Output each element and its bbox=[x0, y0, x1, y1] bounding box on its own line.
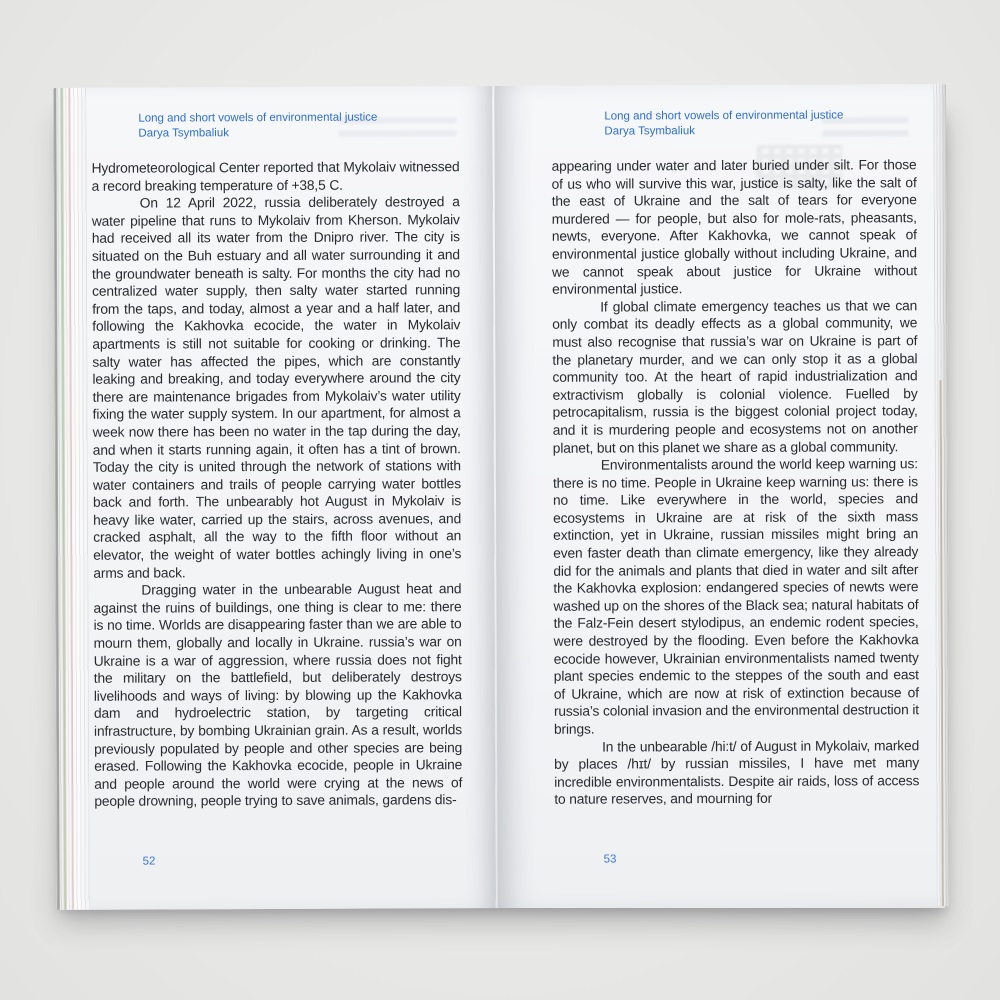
paragraph: Dragging water in the unbearable August heat and against the ruins of buildings, one thing is clear to me: there is no time. Worlds are disappearing faster than we are able to mourn them, globally and locally in Ukraine. russia’s war on Ukraine is a war of aggression, where russia does not fight the military on the battlefield, but deliberately destroys livelihoods and ways of living: by blowing up the Kakhovka dam and hydroelectric station, by targeting critical infrastructure, by bombing Ukrainian grain. As a result, worlds previously populated by people and other species are being erased. Following the Kakhovka ecocide, people in Ukraine and people around the world were crying at the news of people drowning, people trying to save animals, gardens dis- bbox=[93, 581, 463, 810]
page-number-left: 52 bbox=[142, 855, 156, 868]
paragraph: If global climate emergency teaches us that we can only combat its deadly effects as a global community, we must also recognise that russia’s war on Ukraine is part of the planetary murder, and we can only stop it as a global community too. At the heart of rapid industrialization and extractivism globally is colonial violence. Fuelled by petrocapitalism, russia is the biggest colonial project today, and it is murdering people and ecosystems not on another planet, but on this planet we share as a global community. bbox=[552, 297, 918, 456]
paragraph: In the unbearable /hi:t/ of August in Mykolaiv, marked by places /hɪt/ by russian missiles, I have met many incredible environmentalists. Despite air raids, loss of access to nature reserves, and mourning for bbox=[554, 737, 920, 808]
running-header-author: Darya Tsymbaliuk bbox=[604, 124, 695, 138]
page-edge-sliver bbox=[68, 88, 74, 910]
paragraph: Environmentalists around the world keep warning us: there is no time. People in Ukraine keep warning us: there is no time. Like everywhere in the world, species and ecosystems in Ukraine are at risk of the sixth mass extinction, yet in Ukraine, russian missiles might bring an even faster death than climate emergency, like they already did for the animals and plants that died in water and silt after the Kakhovka explosion: endangered species of newts were washed up on the shores of the Black sea; natural habitats of the Falz-Fein desert stylodipus, an endemic rodent species, were destroyed by the flooding. Even before the Kakhovka ecocide however, Ukrainian environmentalists named twenty plant species endemic to the steppes of the south and east of Ukraine, which are now at risk of extinction because of russia’s colonial invasion and the environmental destruction it brings. bbox=[552, 456, 919, 737]
page-left-body bbox=[92, 158, 463, 811]
page-right-body bbox=[552, 156, 920, 809]
paragraph: On 12 April 2022, russia deliberately destroyed a water pipeline that runs to Mykolaiv from Kherson. Mykolaiv had received all its water from the Dnipro river. The city is situated on the Buh estuary and all water surrounding it and the groundwater beneath is salty. For months the city had no centralized water supply, then salty water started running from the taps, and today, almost a year and a half later, and following the Kakhovka ecocide, the water in Mykolaiv apartments is still not suitable for cooking or drinking. The salty water has affected the pipes, which are constantly leaking and breaking, and today everywhere around the city there are maintenance brigades from Mykolaiv’s water utility fixing the water supply system. In our apartment, for almost a week now there has been no water in the tap during the day, and when it starts running again, it often has a tint of brown. Today the city is united through the network of stations with water containers and trails of people carrying water bottles back and forth. The unbearably hot August in Mykolaiv is heavy like water, carried up the stairs, across avenues, and cracked asphalt, all the way to the fifth floor without an elevator, the weight of water bottles achingly living in one’s arms and back. bbox=[91, 194, 462, 581]
page-right bbox=[492, 84, 937, 908]
page-edge-sliver bbox=[939, 380, 943, 906]
page-stack-edge-left bbox=[53, 88, 90, 910]
open-book bbox=[53, 84, 950, 910]
page-edge-sliver bbox=[54, 88, 60, 910]
page-edge-sliver bbox=[60, 88, 67, 910]
page-left bbox=[86, 86, 496, 910]
paragraph: appearing under water and later buried under silt. For those of us who will survive this war, justice is salty, like the salt of the east of Ukraine and the salt of tears for everyone murdered — for people, but also for mole-rats, pheasants, newts, everyone. After Kakhovka, we cannot speak of environmental justice globally without including Ukraine, and we cannot speak about justice for Ukraine without environmental justice. bbox=[551, 157, 918, 297]
running-header-title: Long and short vowels of environmental justice bbox=[604, 109, 844, 123]
running-header-left bbox=[138, 111, 377, 141]
running-header-title: Long and short vowels of environmental justice bbox=[138, 111, 378, 125]
paragraph: Hydrometeorological Center reported that Mykolaiv witnessed a record breaking temperature of +38,5 C. bbox=[91, 159, 460, 194]
running-header-right bbox=[604, 109, 843, 139]
page-number-right: 53 bbox=[603, 853, 617, 866]
running-header-author: Darya Tsymbaliuk bbox=[138, 126, 229, 140]
page-stack-edge-right bbox=[933, 84, 950, 906]
